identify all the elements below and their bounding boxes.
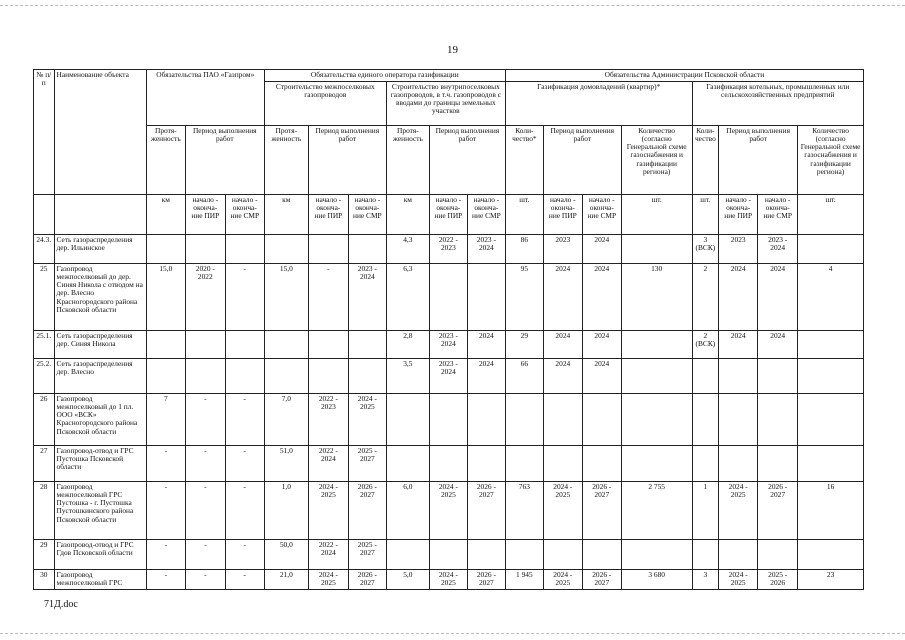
table-cell (692, 359, 719, 394)
table-cell (505, 446, 543, 482)
table-cell: 2023 - 2024 (429, 331, 467, 359)
table-cell: - (185, 570, 225, 590)
unit-pir: начало - оконча-ние ПИР (308, 195, 348, 235)
table-cell (348, 359, 386, 394)
row-number: 29 (34, 540, 55, 570)
table-cell (621, 540, 692, 570)
row-number: 25.2. (34, 359, 55, 394)
table-cell: 2024 - 2025 (543, 482, 582, 540)
table-cell (348, 235, 386, 264)
unit-smr: начало - оконча-ние СМР (582, 195, 621, 235)
table-cell (146, 235, 185, 264)
table-cell: - (146, 540, 185, 570)
header-administration: Обязательства Администрации Псковской области (505, 70, 863, 82)
table-cell: 2023 - 2024 (348, 264, 386, 331)
bottom-edge-line (0, 633, 905, 634)
unit-pcs: шт. (798, 195, 864, 235)
top-edge-line (0, 5, 905, 6)
header-length: Протя-женность (386, 126, 429, 195)
table-cell (467, 446, 505, 482)
table-cell (543, 540, 582, 570)
table-cell (264, 331, 308, 359)
row-number: 24.3. (34, 235, 55, 264)
object-name: Газопровод межпоселковый ГРС (54, 570, 146, 590)
table-cell: - (146, 570, 185, 590)
table-cell (146, 359, 185, 394)
header-adm-boiler: Газификация котельных, промышленных или сельскохозяйственных предприятий (692, 82, 863, 126)
table-cell: 95 (505, 264, 543, 331)
table-cell: - (185, 540, 225, 570)
table-cell: 2022 - 2024 (308, 446, 348, 482)
table-cell (467, 264, 505, 331)
table-cell: 4 (798, 264, 864, 331)
table-cell: 2026 - 2027 (758, 482, 798, 540)
table-cell (692, 446, 719, 482)
table-cell: 86 (505, 235, 543, 264)
table-cell (429, 540, 467, 570)
table-cell: 2022 - 2023 (308, 394, 348, 446)
row-number: 27 (34, 446, 55, 482)
unit-pir: начало - оконча-ние ПИР (185, 195, 225, 235)
table-cell: 2024 - 2025 (719, 570, 758, 590)
table-cell (798, 359, 864, 394)
table-cell: 16 (798, 482, 864, 540)
unit-smr: начало - оконча-ние СМР (225, 195, 264, 235)
table-cell: - (185, 446, 225, 482)
table-cell: 2025 - 2027 (348, 446, 386, 482)
row-number: 25 (34, 264, 55, 331)
table-row (34, 446, 864, 482)
table-cell (146, 331, 185, 359)
table-cell (348, 331, 386, 359)
table-cell: 2026 - 2027 (348, 570, 386, 590)
table-cell (692, 540, 719, 570)
unit-pir: начало - оконча-ние ПИР (543, 195, 582, 235)
header-operator: Обязательства единого оператора газификации (264, 70, 505, 82)
object-name: Газопровод межпоселковый до 1 пл. ООО «ВСК» Красногородского района Псковской области (54, 394, 146, 446)
table-cell: 2023 - 2024 (758, 235, 798, 264)
table-cell: 2024 - 2025 (429, 482, 467, 540)
table-cell: 2,8 (386, 331, 429, 359)
table-cell: 2020 - 2022 (185, 264, 225, 331)
table-cell: 29 (505, 331, 543, 359)
table-cell (467, 394, 505, 446)
table-body (34, 235, 864, 590)
table-cell: - (225, 540, 264, 570)
empty-cell (54, 195, 146, 235)
table-cell: - (146, 482, 185, 540)
table-cell: 2024 (543, 264, 582, 331)
table-cell (185, 359, 225, 394)
table-cell: 2024 - 2025 (429, 570, 467, 590)
object-name: Газопровод межпоселковый до дер. Синяя Никола с отводом на дер. Влесно Красногородского района Псковской области (54, 264, 146, 331)
table-cell (308, 359, 348, 394)
table-cell: 2024 (582, 235, 621, 264)
table-cell (543, 394, 582, 446)
table-cell (386, 540, 429, 570)
table-cell: 3 (692, 570, 719, 590)
table-cell (719, 540, 758, 570)
header-num: № п/п (34, 70, 55, 195)
empty-cell (34, 195, 55, 235)
table-cell (582, 540, 621, 570)
table-cell: 2025 - 2026 (758, 570, 798, 590)
object-name: Газопровод межпоселковый ГРС Пустошка - г. Пустошка Пустошкинского района Псковской области (54, 482, 146, 540)
table-row (34, 235, 864, 264)
table-cell (308, 331, 348, 359)
table-cell: 2024 (719, 331, 758, 359)
table-cell (798, 394, 864, 446)
unit-km: км (264, 195, 308, 235)
header-period: Период выполнения работ (719, 126, 798, 195)
object-name: Газопровод-отвод и ГРС Пустошка Псковской области (54, 446, 146, 482)
table-cell: 2022 - 2023 (429, 235, 467, 264)
table-cell: 2026 - 2027 (467, 570, 505, 590)
header-length: Протя-женность (146, 126, 185, 195)
object-name: Сеть газораспределения дер. Ильинское (54, 235, 146, 264)
table-cell (264, 359, 308, 394)
table-cell (467, 540, 505, 570)
header-op-inter: Строительство межпоселковых газопроводов (264, 82, 386, 126)
table-cell: 2024 (543, 331, 582, 359)
table-cell (798, 331, 864, 359)
table-cell: 2024 - 2025 (719, 482, 758, 540)
table-cell: 3,5 (386, 359, 429, 394)
header-gazprom: Обязательства ПАО «Газпром» (146, 70, 264, 126)
table-cell: 2023 (543, 235, 582, 264)
table-cell (225, 331, 264, 359)
table-cell (798, 446, 864, 482)
table-cell: 2025 - 2027 (348, 540, 386, 570)
header-object-name: Наименование объекта (54, 70, 146, 195)
table-cell: 1 945 (505, 570, 543, 590)
table-cell (386, 394, 429, 446)
table-cell (505, 540, 543, 570)
table-cell (429, 446, 467, 482)
table-cell: 2022 - 2024 (308, 540, 348, 570)
table-cell (308, 235, 348, 264)
table-cell (505, 394, 543, 446)
table-cell: 2 (ВСК) (692, 331, 719, 359)
table-cell (429, 264, 467, 331)
table-cell: - (225, 570, 264, 590)
table-row (34, 570, 864, 590)
table-row (34, 359, 864, 394)
table-cell: 6,0 (386, 482, 429, 540)
table-cell (621, 394, 692, 446)
table-cell: - (185, 482, 225, 540)
header-gen-scheme: Количество (согласно Генеральной схеме газоснабжения и газификации региона) (798, 126, 864, 195)
table-cell: 3 (ВСК) (692, 235, 719, 264)
table-cell (429, 394, 467, 446)
table-cell (719, 359, 758, 394)
object-name: Газопровод-отвод и ГРС Гдов Псковской области (54, 540, 146, 570)
table-cell: 4,3 (386, 235, 429, 264)
table-cell (582, 446, 621, 482)
header-period: Период выполнения работ (185, 126, 264, 195)
table-cell: 2024 (758, 331, 798, 359)
table-cell: 5,0 (386, 570, 429, 590)
header-op-intra: Строительство внутрипоселковых газопроводов, в т.ч. газопроводов с вводами до границы земельных участков (386, 82, 505, 126)
header-period: Период выполнения работ (543, 126, 621, 195)
table-cell: 21,0 (264, 570, 308, 590)
table-cell: 2024 - 2025 (308, 570, 348, 590)
table-cell: - (225, 446, 264, 482)
table-cell: 2026 - 2027 (582, 570, 621, 590)
table-cell: 2024 (719, 264, 758, 331)
table-cell (719, 446, 758, 482)
footer-filename: 71Д.doc (44, 599, 78, 610)
table-row (34, 264, 864, 331)
table-cell: 2026 - 2027 (467, 482, 505, 540)
table-row (34, 331, 864, 359)
table-cell: 23 (798, 570, 864, 590)
table-cell: 6,3 (386, 264, 429, 331)
table-cell (621, 235, 692, 264)
header-period: Период выполнения работ (308, 126, 386, 195)
unit-smr: начало - оконча-ние СМР (348, 195, 386, 235)
table-cell (758, 394, 798, 446)
header-gen-scheme: Количество (согласно Генеральной схеме газоснабжения и газификации региона) (621, 126, 692, 195)
table-cell (582, 394, 621, 446)
unit-km: км (386, 195, 429, 235)
unit-pcs: шт. (692, 195, 719, 235)
page-number: 19 (447, 44, 458, 56)
table-row (34, 540, 864, 570)
table-cell: 2024 (582, 359, 621, 394)
unit-smr: начало - оконча-ние СМР (467, 195, 505, 235)
row-number: 28 (34, 482, 55, 540)
table-cell (692, 394, 719, 446)
header-length: Протя-женность (264, 126, 308, 195)
unit-pcs: шт. (621, 195, 692, 235)
header-period: Период выполнения работ (429, 126, 505, 195)
table-cell: - (308, 264, 348, 331)
table-cell: 763 (505, 482, 543, 540)
table-cell: 2024 (467, 331, 505, 359)
table-cell (758, 446, 798, 482)
object-name: Сеть газораспределения дер. Влесно (54, 359, 146, 394)
row-number: 25.1. (34, 331, 55, 359)
table-cell (798, 235, 864, 264)
table-cell: 15,0 (264, 264, 308, 331)
table-cell: 2024 - 2025 (348, 394, 386, 446)
table-cell (185, 235, 225, 264)
table-cell (621, 446, 692, 482)
table-cell: 3 680 (621, 570, 692, 590)
table-cell: 7 (146, 394, 185, 446)
table-cell: 130 (621, 264, 692, 331)
table-cell (225, 359, 264, 394)
unit-pcs: шт. (505, 195, 543, 235)
table-cell: - (185, 394, 225, 446)
table-cell: 2023 - 2024 (467, 235, 505, 264)
table-cell (621, 359, 692, 394)
table-cell: 2024 (582, 331, 621, 359)
row-number: 26 (34, 394, 55, 446)
table-row (34, 482, 864, 540)
table-cell: 2023 - 2024 (429, 359, 467, 394)
table-cell: 1,0 (264, 482, 308, 540)
table-cell: 2024 (582, 264, 621, 331)
table-cell (225, 235, 264, 264)
table-cell: 2024 (467, 359, 505, 394)
table-cell (798, 540, 864, 570)
table-cell: 2026 - 2027 (348, 482, 386, 540)
table-cell: - (146, 446, 185, 482)
table-cell (758, 540, 798, 570)
table-cell: 2 755 (621, 482, 692, 540)
unit-km: км (146, 195, 185, 235)
table-row (34, 394, 864, 446)
table-cell: 1 (692, 482, 719, 540)
table-cell (264, 235, 308, 264)
unit-smr: начало - оконча-ние СМР (758, 195, 798, 235)
table-cell (758, 359, 798, 394)
row-number: 30 (34, 570, 55, 590)
table-cell: 2026 - 2027 (582, 482, 621, 540)
table-cell: 15,0 (146, 264, 185, 331)
table-cell (621, 331, 692, 359)
table-cell: 51,0 (264, 446, 308, 482)
object-name: Сеть газораспределения дер. Синяя Никола (54, 331, 146, 359)
gasification-table (33, 69, 864, 590)
table-cell (386, 446, 429, 482)
table-cell (719, 394, 758, 446)
header-count-star: Коли-чество* (505, 126, 543, 195)
table-cell: 50,0 (264, 540, 308, 570)
table-cell: 2024 (543, 359, 582, 394)
table-cell: - (225, 264, 264, 331)
header-count: Коли-чество (692, 126, 719, 195)
table-cell: - (225, 482, 264, 540)
table-cell: 7,0 (264, 394, 308, 446)
unit-pir: начало - оконча-ние ПИР (719, 195, 758, 235)
unit-pir: начало - оконча-ние ПИР (429, 195, 467, 235)
table-cell: 2024 (758, 264, 798, 331)
header-adm-house: Газификация домовладений (квартир)* (505, 82, 692, 126)
table-cell: 2023 (719, 235, 758, 264)
table-cell: 2024 - 2025 (308, 482, 348, 540)
table-cell (543, 446, 582, 482)
table-cell: 66 (505, 359, 543, 394)
table-cell: 2 (692, 264, 719, 331)
table-cell: - (225, 394, 264, 446)
table-cell (185, 331, 225, 359)
table-cell: 2024 - 2025 (543, 570, 582, 590)
